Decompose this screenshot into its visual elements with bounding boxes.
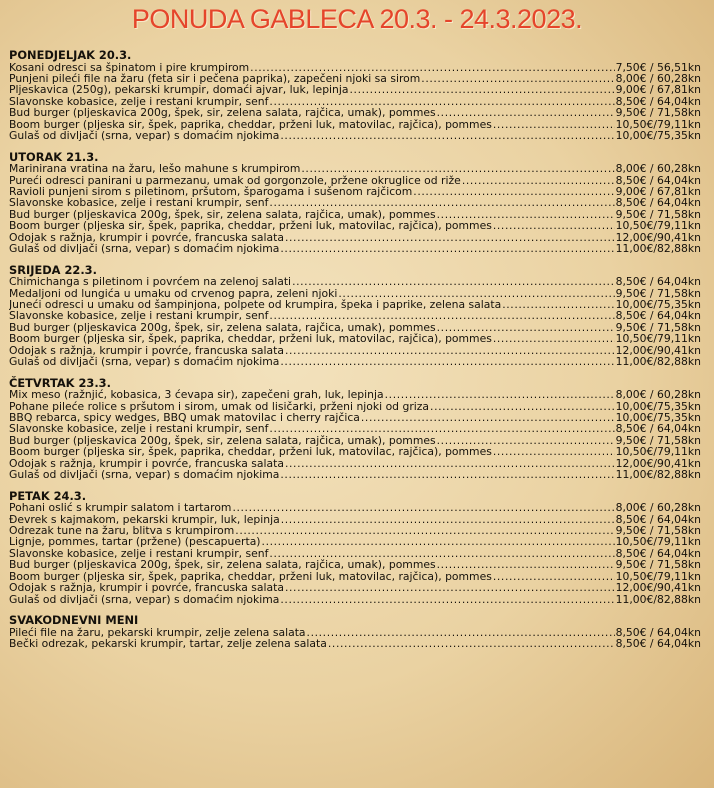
item-price: 9,50€ / 71,58kn xyxy=(615,524,701,537)
menu-item xyxy=(9,536,701,547)
item-price: 8,50€ / 64,04kn xyxy=(615,423,701,435)
menu-item xyxy=(9,209,701,220)
menu-item xyxy=(9,469,701,480)
menu-item xyxy=(9,220,701,231)
menu-item xyxy=(9,548,701,559)
menu-item xyxy=(9,412,701,423)
item-name: Odrezak tune na žaru, blitva s krumpirom xyxy=(9,524,235,537)
menu-item xyxy=(9,130,701,141)
day-section xyxy=(9,50,701,142)
dot-leader xyxy=(301,163,614,174)
menu-item xyxy=(9,322,701,333)
item-name: Pljeskavica (250g), pekarski krumpir, domaći ajvar, luk, lepinja xyxy=(9,84,349,96)
day-section xyxy=(9,262,701,368)
menu-item xyxy=(9,638,701,649)
item-name: Slavonske kobasice, zelje i restani krumpir, senf xyxy=(9,547,269,560)
dot-leader xyxy=(285,458,615,469)
item-price: 8,00€ / 60,28kn xyxy=(615,502,701,514)
item-price: 10,00€/75,35kn xyxy=(615,411,701,424)
dot-leader xyxy=(269,310,614,321)
menu-item xyxy=(9,446,701,457)
item-name: Bud burger (pljeskavica 200g, špek, sir, zelena salata, rajčica, umak), pommes xyxy=(9,208,436,221)
menu-item xyxy=(9,310,701,321)
menu-item xyxy=(9,594,701,605)
item-price: 12,00€/90,41kn xyxy=(615,582,701,594)
day-heading: PONEDJELJAK 20.3. xyxy=(9,48,132,62)
item-price: 9,50€ / 71,58kn xyxy=(615,321,701,334)
dot-leader xyxy=(307,627,615,638)
page-title: PONUDA GABLECA 20.3. - 24.3.2023. xyxy=(131,4,583,34)
item-name: Medaljoni od lungića u umaku od crvenog papra, zeleni njoki xyxy=(9,287,338,299)
dot-leader xyxy=(269,197,614,208)
item-price: 11,00€/82,88kn xyxy=(615,593,701,605)
menu-item xyxy=(9,73,701,84)
item-price: 9,00€ / 67,81kn xyxy=(615,185,701,198)
menu-item xyxy=(9,502,701,513)
item-price: 11,00€/82,88kn xyxy=(615,243,701,255)
item-name: Slavonske kobasice, zelje i restani krumpir, senf xyxy=(9,197,269,209)
item-price: 11,00€/82,88kn xyxy=(615,469,701,481)
dot-leader xyxy=(437,322,615,333)
dot-leader xyxy=(232,502,614,513)
item-price: 10,50€/79,11kn xyxy=(615,536,701,548)
dot-leader xyxy=(281,514,615,525)
dot-leader xyxy=(292,276,615,287)
dot-leader xyxy=(285,582,615,593)
item-name: Odojak s ražnja, krumpir i povrće, francuska salata xyxy=(9,231,284,244)
item-price: 12,00€/90,41kn xyxy=(615,344,701,357)
item-name: Boom burger (pljeska sir, špek, paprika, cheddar, prženi luk, matovilac, rajčica), pommes xyxy=(9,446,492,458)
menu-item xyxy=(9,276,701,287)
dot-leader xyxy=(437,559,615,570)
item-name: Ravioli punjeni sirom s piletinom, pršutom, šparogama i sušenom rajčicom xyxy=(9,185,413,198)
item-name: Đevrek s kajmakom, pekarski krumpir, luk, lepinja xyxy=(9,513,280,525)
item-name: Boom burger (pljeska sir, špek, paprika, cheddar, prženi luk, matovilac, rajčica), pommes xyxy=(9,220,492,232)
item-price: 9,50€ / 71,58kn xyxy=(615,287,701,299)
item-price: 9,50€ / 71,58kn xyxy=(615,107,701,119)
day-section xyxy=(9,149,701,255)
item-price: 8,50€ / 64,04kn xyxy=(615,513,701,525)
item-price: 8,50€ / 64,04kn xyxy=(615,626,701,638)
day-heading: ČETVRTAK 23.3. xyxy=(9,375,111,390)
menu-item xyxy=(9,571,701,582)
item-name: Bečki odrezak, pekarski krumpir, tartar, zelje zelena salata xyxy=(9,637,327,650)
dot-leader xyxy=(269,96,614,107)
item-name: Pureći odresci panirani u parmezanu, umak od gorgonzole, pržene okruglice od riže xyxy=(9,174,461,186)
menu-item xyxy=(9,356,701,367)
item-price: 10,50€/79,11kn xyxy=(615,570,701,583)
menu-item xyxy=(9,119,701,130)
menu-item xyxy=(9,627,701,638)
item-name: Kosani odresci sa špinatom i pire krumpirom xyxy=(9,61,250,73)
dot-leader xyxy=(421,73,614,84)
menu-item xyxy=(9,186,701,197)
item-name: Boom burger (pljeska sir, špek, paprika, cheddar, prženi luk, matovilac, rajčica), pommes xyxy=(9,118,492,131)
item-name: Bud burger (pljeskavica 200g, špek, sir, zelena salata, rajčica, umak), pommes xyxy=(9,107,436,119)
dot-leader xyxy=(280,469,614,480)
menu-item xyxy=(9,84,701,95)
item-price: 9,50€ / 71,58kn xyxy=(615,559,701,571)
item-name: Pohani oslić s krumpir salatom i tartarom xyxy=(9,502,232,514)
menu-item xyxy=(9,197,701,208)
item-name: Lignje, pommes, tartar (pržene) (pescapuerta) xyxy=(9,536,261,548)
item-price: 8,00€ / 60,28kn xyxy=(615,389,701,401)
item-price: 9,50€ / 71,58kn xyxy=(615,434,701,447)
item-name: Boom burger (pljeska sir, špek, paprika, cheddar, prženi luk, matovilac, rajčica), pommes xyxy=(9,570,492,583)
item-price: 12,00€/90,41kn xyxy=(615,231,701,244)
item-price: 10,50€/79,11kn xyxy=(615,333,701,345)
item-name: Odojak s ražnja, krumpir i povrće, francuska salata xyxy=(9,582,284,594)
menu-item xyxy=(9,389,701,400)
item-price: 8,00€ / 60,28kn xyxy=(615,163,701,175)
item-name: Gulaš od divljači (srna, vepar) s domaćim njokima xyxy=(9,593,280,605)
item-price: 8,50€ / 64,04kn xyxy=(615,174,701,186)
item-name: Gulaš od divljači (srna, vepar) s domaćim njokima xyxy=(9,469,280,481)
item-name: Punjeni pileći file na žaru (feta sir i pečena paprika), zapečeni njoki sa sirom xyxy=(9,72,421,85)
menu-item xyxy=(9,299,701,310)
dot-leader xyxy=(437,209,615,220)
item-price: 7,50€ / 56,51kn xyxy=(615,61,701,73)
day-heading: PETAK 24.3. xyxy=(9,488,87,503)
day-section xyxy=(9,615,701,649)
dot-leader xyxy=(269,423,614,434)
item-name: Slavonske kobasice, zelje i restani krumpir, senf xyxy=(9,310,269,322)
item-price: 10,00€/75,35kn xyxy=(615,298,701,311)
dot-leader xyxy=(385,389,615,400)
item-price: 10,00€/75,35kn xyxy=(615,130,701,142)
dot-leader xyxy=(280,594,614,605)
item-price: 8,50€ / 64,04kn xyxy=(615,276,701,288)
item-price: 8,50€ / 64,04kn xyxy=(615,637,701,650)
dot-leader xyxy=(269,548,614,559)
item-name: Gulaš od divljači (srna, vepar) s domaćim njokima xyxy=(9,356,280,368)
menu-item xyxy=(9,582,701,593)
dot-leader xyxy=(502,299,614,310)
dot-leader xyxy=(285,232,615,243)
menu-item xyxy=(9,107,701,118)
day-section xyxy=(9,488,701,605)
item-name: Juneći odresci u umaku od šampinjona, polpete od krumpira, špeka i paprike, zelena salata xyxy=(9,298,502,311)
dot-leader xyxy=(285,345,615,356)
dot-leader xyxy=(437,435,615,446)
dot-leader xyxy=(493,571,615,582)
dot-leader xyxy=(262,536,615,547)
item-price: 12,00€/90,41kn xyxy=(615,457,701,470)
menu-item xyxy=(9,401,701,412)
dot-leader xyxy=(328,638,615,649)
menu-item xyxy=(9,559,701,570)
dot-leader xyxy=(280,130,614,141)
dot-leader xyxy=(338,288,614,299)
item-price: 10,50€/79,11kn xyxy=(615,118,701,131)
item-price: 8,00€ / 60,28kn xyxy=(615,72,701,85)
dot-leader xyxy=(350,84,615,95)
day-heading: UTORAK 21.3. xyxy=(9,149,99,164)
dot-leader xyxy=(493,119,615,130)
item-price: 10,50€/79,11kn xyxy=(615,220,701,232)
item-price: 9,00€ / 67,81kn xyxy=(615,84,701,96)
item-name: Marinirana vratina na žaru, lešo mahune s krumpirom xyxy=(9,163,301,175)
menu-item xyxy=(9,458,701,469)
day-section xyxy=(9,375,701,481)
item-name: Odojak s ražnja, krumpir i povrće, francuska salata xyxy=(9,344,284,357)
item-name: Gulaš od divljači (srna, vepar) s domaćim njokima xyxy=(9,130,280,142)
item-name: Mix meso (ražnjić, kobasica, 3 ćevapa sir), zapečeni grah, luk, lepinja xyxy=(9,389,384,401)
item-price: 8,50€ / 64,04kn xyxy=(615,547,701,560)
dot-leader xyxy=(361,412,615,423)
dot-leader xyxy=(430,401,615,412)
menu-item xyxy=(9,514,701,525)
item-name: Boom burger (pljeska sir, špek, paprika, cheddar, prženi luk, matovilac, rajčica), pommes xyxy=(9,333,492,345)
menu-item xyxy=(9,243,701,254)
dot-leader xyxy=(235,525,614,536)
menu-item xyxy=(9,435,701,446)
item-price: 11,00€/82,88kn xyxy=(615,356,701,368)
dot-leader xyxy=(493,220,615,231)
item-price: 8,50€ / 64,04kn xyxy=(615,197,701,209)
menu-item xyxy=(9,333,701,344)
item-name: Bud burger (pljeskavica 200g, špek, sir, zelena salata, rajčica, umak), pommes xyxy=(9,321,436,334)
item-name: Slavonske kobasice, zelje i restani krumpir, senf xyxy=(9,95,269,108)
menu-item xyxy=(9,345,701,356)
item-price: 8,50€ / 64,04kn xyxy=(615,310,701,322)
item-price: 10,00€/75,35kn xyxy=(615,400,701,412)
item-price: 10,50€/79,11kn xyxy=(615,446,701,458)
item-name: Chimichanga s piletinom i povrćem na zelenoj salati xyxy=(9,276,292,288)
menu xyxy=(9,50,701,659)
item-price: 8,50€ / 64,04kn xyxy=(615,95,701,108)
item-price: 9,50€ / 71,58kn xyxy=(615,208,701,221)
dot-leader xyxy=(493,333,615,344)
item-name: Pohane pileće rolice s pršutom i sirom, umak od lisičarki, prženi njoki od griza xyxy=(9,400,430,412)
menu-item xyxy=(9,232,701,243)
item-name: BBQ rebarca, spicy wedges, BBQ umak matovilac i cherry rajčica xyxy=(9,411,360,424)
dot-leader xyxy=(250,62,614,73)
menu-item xyxy=(9,175,701,186)
menu-item xyxy=(9,525,701,536)
item-name: Odojak s ražnja, krumpir i povrće, francuska salata xyxy=(9,457,284,470)
dot-leader xyxy=(280,243,614,254)
item-name: Slavonske kobasice, zelje i restani krumpir, senf xyxy=(9,423,269,435)
menu-item xyxy=(9,288,701,299)
dot-leader xyxy=(437,107,615,118)
dot-leader xyxy=(493,446,615,457)
day-heading: SRIJEDA 22.3. xyxy=(9,262,97,277)
menu-item xyxy=(9,163,701,174)
item-name: Gulaš od divljači (srna, vepar) s domaćim njokima xyxy=(9,243,280,255)
item-name: Pileći file na žaru, pekarski krumpir, zelje zelena salata xyxy=(9,626,306,638)
dot-leader xyxy=(462,175,615,186)
item-name: Bud burger (pljeskavica 200g, špek, sir, zelena salata, rajčica, umak), pommes xyxy=(9,434,436,447)
dot-leader xyxy=(280,356,614,367)
menu-item xyxy=(9,423,701,434)
day-heading: SVAKODNEVNI MENI xyxy=(9,613,139,627)
menu-item xyxy=(9,62,701,73)
menu-item xyxy=(9,96,701,107)
item-name: Bud burger (pljeskavica 200g, špek, sir, zelena salata, rajčica, umak), pommes xyxy=(9,559,436,571)
dot-leader xyxy=(413,186,614,197)
